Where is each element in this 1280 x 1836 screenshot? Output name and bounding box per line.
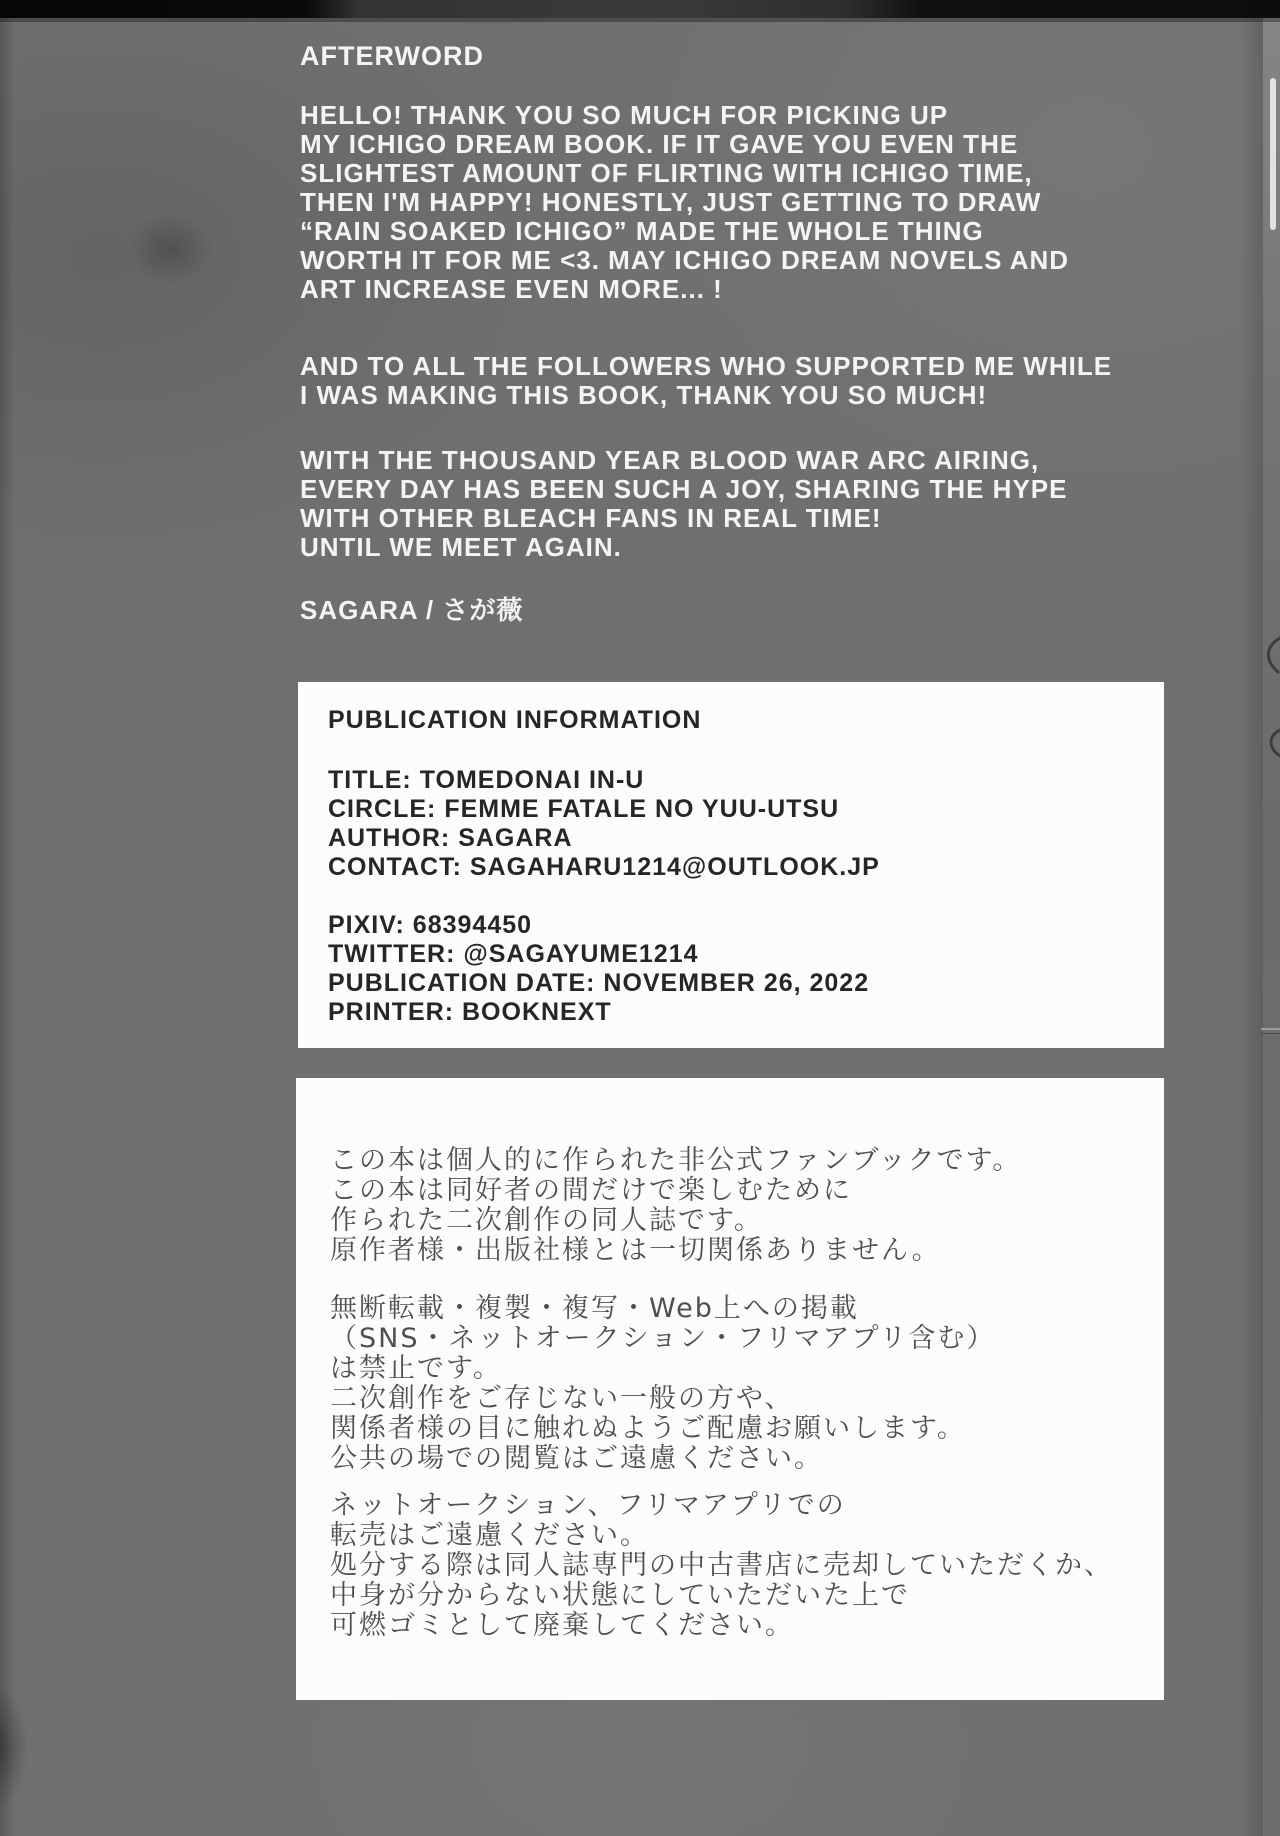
text-line: この本は個人的に作られた非公式ファンブックです。: [330, 1145, 1022, 1176]
text-line: THEN I'M HAPPY! HONESTLY, JUST GETTING TO DRAW: [300, 187, 1042, 217]
disclaimer-paragraph-3: [330, 1491, 1113, 1641]
text-line: WORTH IT FOR ME <3. MAY ICHIGO DREAM NOVELS AND: [300, 245, 1070, 275]
text-line: AUTHOR: SAGARA: [328, 824, 573, 852]
afterword-paragraph-1: [300, 101, 1069, 304]
text-line: PRINTER: BOOKNEXT: [328, 998, 612, 1026]
text-line: WITH OTHER BLEACH FANS IN REAL TIME!: [300, 503, 882, 533]
disclaimer-box: [296, 1078, 1164, 1700]
text-line: CONTACT: SAGAHARU1214@OUTLOOK.JP: [328, 853, 880, 881]
text-line: PUBLICATION DATE: NOVEMBER 26, 2022: [328, 969, 870, 997]
disclaimer-paragraph-2: [330, 1294, 995, 1474]
text-line: 処分する際は同人誌専門の中古書店に売却していただくか、: [330, 1550, 1113, 1581]
text-line: PIXIV: 68394450: [328, 911, 533, 939]
text-line: 無断転載・複製・複写・Web上への掲載: [330, 1293, 859, 1324]
publication-links-lines: [328, 911, 869, 1027]
corner-blotch: [0, 1688, 26, 1806]
text-line: HELLO! THANK YOU SO MUCH FOR PICKING UP: [300, 100, 949, 130]
text-line: TITLE: TOMEDONAI IN-U: [328, 766, 645, 794]
text-line: 関係者様の目に触れぬようご配慮お願いします。: [330, 1413, 966, 1444]
page-edge-strip: [1263, 0, 1280, 1836]
text-line: I WAS MAKING THIS BOOK, THANK YOU SO MUCH!: [300, 380, 988, 410]
publication-info-heading: PUBLICATION INFORMATION: [328, 706, 702, 734]
publication-info-box: [298, 682, 1164, 1048]
text-line: EVERY DAY HAS BEEN SUCH A JOY, SHARING THE HYPE: [300, 474, 1068, 504]
text-line: “RAIN SOAKED ICHIGO” MADE THE WHOLE THING: [300, 216, 984, 246]
text-line: TWITTER: @SAGAYUME1214: [328, 940, 699, 968]
text-line: （SNS・ネットオークション・フリマアプリ含む）: [330, 1323, 996, 1354]
page-crease-line: [1261, 1028, 1280, 1030]
text-line: 作られた二次創作の同人誌です。: [330, 1205, 763, 1236]
afterword-paragraph-3: [300, 446, 1067, 562]
afterword-paragraph-2: [300, 352, 1112, 410]
text-line: 二次創作をご存じない一般の方や、: [330, 1383, 794, 1414]
text-line: SLIGHTEST AMOUNT OF FLIRTING WITH ICHIGO TIME,: [300, 158, 1033, 188]
text-line: WITH THE THOUSAND YEAR BLOOD WAR ARC AIRING,: [300, 445, 1040, 475]
text-line: 原作者様・出版社様とは一切関係ありません。: [330, 1235, 941, 1266]
text-line: ART INCREASE EVEN MORE... !: [300, 274, 723, 304]
page-curl-shadow: [1242, 0, 1263, 1836]
text-line: 可燃ゴミとして廃棄してください。: [330, 1610, 794, 1641]
text-line: 中身が分からない状態にしていただいた上で: [330, 1580, 910, 1611]
text-line: CIRCLE: FEMME FATALE NO YUU-UTSU: [328, 795, 840, 823]
page-edge-pen-marks: [1256, 620, 1280, 780]
text-line: UNTIL WE MEET AGAIN.: [300, 532, 622, 562]
page-edge-highlight: [1270, 78, 1276, 230]
afterword-signature: SAGARA / さが薇: [300, 595, 524, 625]
text-line: この本は同好者の間だけで楽しむために: [330, 1175, 852, 1206]
publication-info-lines: [328, 766, 880, 882]
text-line: は禁止です。: [330, 1353, 502, 1384]
text-line: 転売はご遠慮ください。: [330, 1520, 649, 1551]
text-line: ネットオークション、フリマアプリでの: [330, 1490, 846, 1521]
text-line: 公共の場での閲覧はご遠慮ください。: [330, 1443, 823, 1474]
scan-bottom-band: [0, 0, 1280, 18]
scan-smudge: [128, 212, 214, 286]
afterword-title: AFTERWORD: [300, 41, 484, 71]
text-line: AND TO ALL THE FOLLOWERS WHO SUPPORTED ME WHILE: [300, 351, 1113, 381]
disclaimer-paragraph-1: [330, 1146, 1021, 1266]
text-line: MY ICHIGO DREAM BOOK. IF IT GAVE YOU EVEN THE: [300, 129, 1019, 159]
page-crease-shadow: [1261, 1033, 1280, 1034]
